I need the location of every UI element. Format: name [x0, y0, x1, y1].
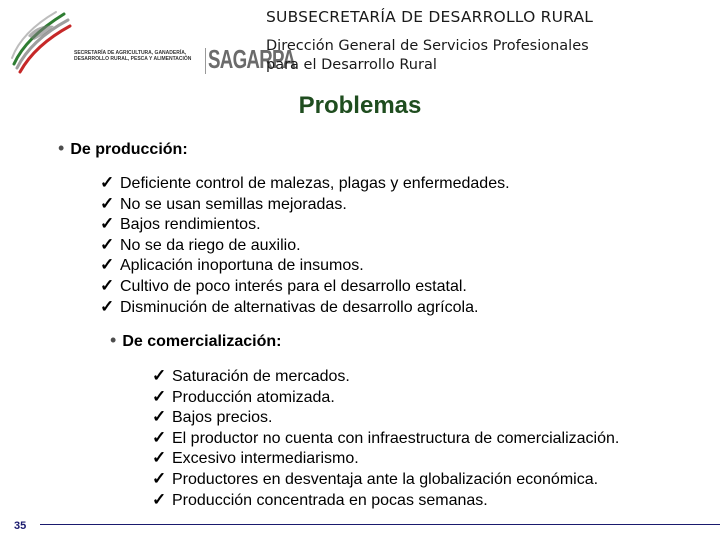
section-production	[58, 138, 510, 317]
commercialization-list	[152, 366, 619, 510]
list-item	[152, 469, 619, 490]
list-item	[152, 490, 619, 511]
list-item-text: Bajos precios.	[172, 409, 273, 427]
check-mark-icon: ✓	[152, 448, 167, 468]
logo-brand: SAGARPA	[208, 44, 296, 74]
list-item-text: Aplicación inoportuna de insumos.	[120, 257, 364, 275]
list-item-text: Bajos rendimientos.	[120, 216, 261, 234]
production-list	[100, 173, 510, 317]
list-item-text: Productores en desventaja ante la globalización económica.	[172, 470, 599, 488]
list-item	[152, 448, 619, 469]
section-heading-text: De producción:	[70, 141, 188, 158]
list-item	[152, 366, 619, 387]
check-mark-icon: ✓	[100, 275, 115, 295]
check-mark-icon: ✓	[100, 193, 115, 213]
check-mark-icon: ✓	[152, 407, 167, 427]
page-number: 35	[14, 520, 27, 532]
header-subtitle-line2: para el Desarrollo Rural	[266, 57, 437, 73]
slide-title: Problemas	[298, 92, 422, 119]
list-item-text: Saturación de mercados.	[172, 368, 350, 385]
section-commercialization	[110, 330, 619, 510]
section-heading-text: De comercialización:	[122, 333, 282, 350]
check-mark-icon: ✓	[152, 468, 167, 488]
eagle-emblem-icon	[8, 6, 72, 76]
list-item	[100, 276, 510, 297]
list-item-text: Excesivo intermediarismo.	[172, 450, 359, 468]
check-mark-icon: ✓	[100, 255, 115, 275]
list-item-text: Cultivo de poco interés para el desarrollo estatal.	[120, 277, 467, 295]
sagarpa-logo	[8, 6, 296, 78]
list-item-text: No se da riego de auxilio.	[120, 236, 301, 254]
check-mark-icon: ✓	[152, 489, 167, 509]
section-heading	[58, 138, 510, 159]
list-item	[152, 428, 619, 449]
list-item-text: Disminución de alternativas de desarrollo agrícola.	[120, 298, 479, 316]
list-item	[100, 297, 510, 318]
list-item	[100, 173, 510, 194]
section-heading	[110, 330, 619, 351]
bullet-dot-icon: •	[58, 138, 65, 158]
list-item-text: No se usan semillas mejoradas.	[120, 195, 347, 213]
list-item-text: Producción concentrada en pocas semanas.	[172, 491, 488, 509]
logo-separator	[205, 48, 206, 74]
list-item	[100, 235, 510, 256]
check-mark-icon: ✓	[100, 234, 115, 254]
header-subtitle-line1: Dirección General de Servicios Profesionales	[266, 38, 589, 54]
check-mark-icon: ✓	[100, 296, 115, 316]
list-item	[152, 387, 619, 408]
header-subtitle	[266, 37, 589, 75]
check-mark-icon: ✓	[100, 173, 115, 192]
check-mark-icon: ✓	[152, 427, 167, 447]
bullet-dot-icon: •	[110, 330, 117, 350]
check-mark-icon: ✓	[152, 366, 167, 385]
list-item	[100, 255, 510, 276]
list-item-text: Deficiente control de malezas, plagas y enfermedades.	[120, 175, 510, 192]
list-item-text: El productor no cuenta con infraestructura de comercialización.	[172, 429, 620, 447]
logo-caption: SECRETARÍA DE AGRICULTURA, GANADERÍA, DESARROLLO RURAL, PESCA Y ALIMENTACIÓN	[74, 50, 192, 63]
list-item	[100, 214, 510, 235]
header-title: SUBSECRETARÍA DE DESARROLLO RURAL	[266, 8, 594, 26]
check-mark-icon: ✓	[100, 214, 115, 234]
list-item	[100, 194, 510, 215]
list-item	[152, 407, 619, 428]
footer-divider	[40, 524, 720, 525]
list-item-text: Producción atomizada.	[172, 388, 335, 406]
check-mark-icon: ✓	[152, 386, 167, 406]
